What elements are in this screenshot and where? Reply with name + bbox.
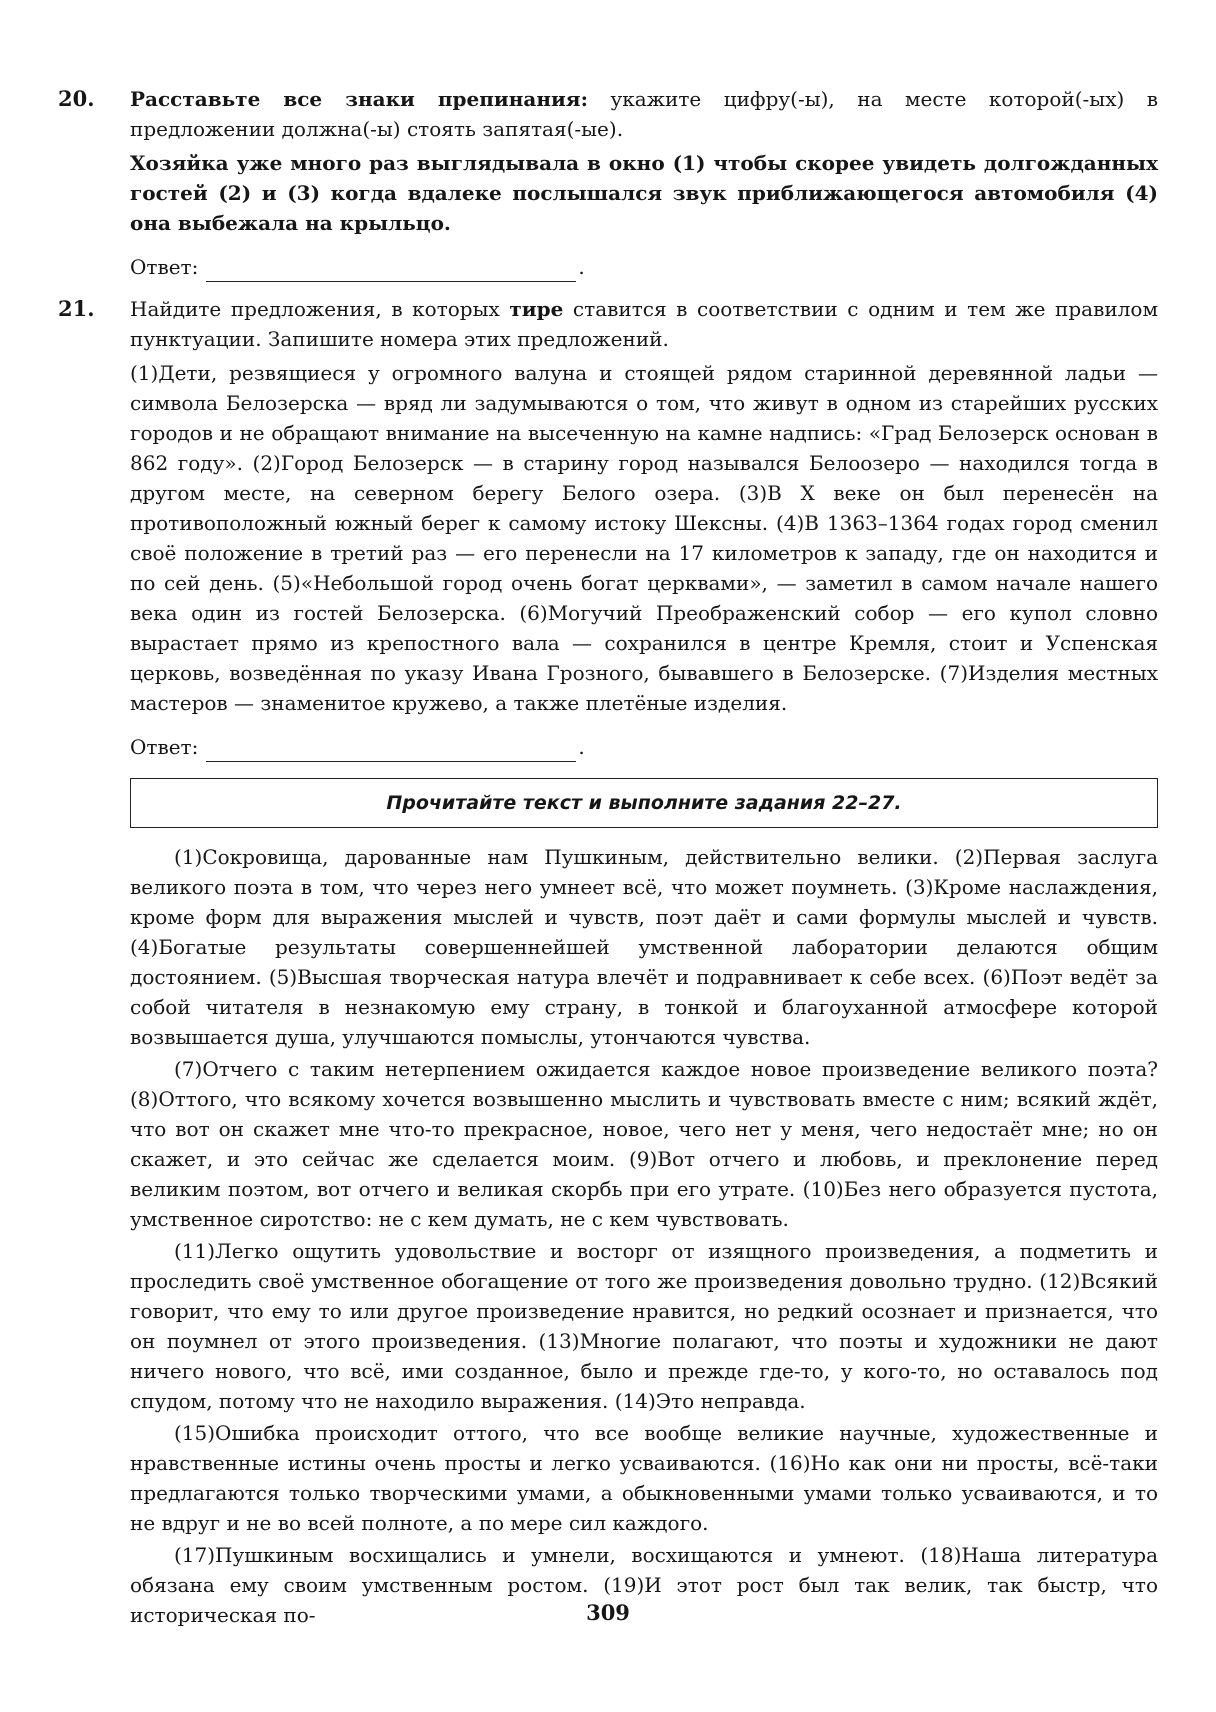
- reading-paragraph: (17)Пушкиным восхищались и умнели, восхищаются и умнеют. (18)Наша литература обязана ему своим умственным ростом. (19)И этот рост был так велик, так быстр, что историческая по-: [130, 1543, 1158, 1627]
- answer-field[interactable]: [206, 739, 576, 762]
- reading-paragraph: (7)Отчего с таким нетерпением ожидается каждое новое произведение великого поэта? (8)Оттого, что всякому хочется возвышенно мыслить и чувствовать вместе с ним; всякий ждёт, что вот он скажет мне что-то прекрасное, новое, чего нет у меня, чего недостаёт мне; но он скажет, и это сейчас же сделается моим. (9)Вот отчего и любовь, и преклонение перед великим поэтом, вот отчего и великая скорбь при его утрате. (10)Без него образуется пустота, умственное сиротство: не с кем думать, не с кем чувствовать.: [130, 1057, 1158, 1231]
- section-banner: [130, 778, 1158, 828]
- reading-paragraph: (1)Сокровища, дарованные нам Пушкиным, действительно велики. (2)Первая заслуга великого поэта в том, что через него умнеет всё, что может поумнеть. (3)Кроме наслаждения, кроме форм для выражения мыслей и чувств, поэт даёт и сами формулы мыслей и чувств. (4)Богатые результаты совершеннейшей умственной лаборатории делаются общим достоянием. (5)Высшая творческая натура влечёт и подравнивает к себе всех. (6)Поэт ведёт за собой читателя в незнакомую ему страну, в тонкой и благоуханной атмосфере которой возвышается душа, улучшаются помыслы, утончаются чувства.: [130, 845, 1158, 1049]
- answer-label: Ответ:: [130, 735, 199, 759]
- task-condition-bold: Расставьте все знаки препинания:: [130, 87, 588, 111]
- answer-row: [130, 252, 1158, 282]
- answer-field[interactable]: [206, 259, 576, 282]
- task-condition-text: Найдите предложения, в которых: [130, 297, 510, 321]
- page-content: [58, 84, 1158, 1632]
- task-condition: [130, 84, 1158, 144]
- task-21: [58, 294, 1158, 762]
- task-sentence: Хозяйка уже много раз выглядывала в окно (1) чтобы скорее увидеть долгожданных гостей (2) и (3) когда вдалеке послышался звук приближающегося автомобиля (4) она выбежала на крыльцо.: [130, 151, 1158, 235]
- task-condition-bold: тире: [509, 297, 564, 321]
- answer-label: Ответ:: [130, 255, 199, 279]
- task-number: 20.: [58, 86, 95, 111]
- task-condition: [130, 294, 1158, 354]
- answer-dot: .: [578, 255, 585, 279]
- page-number: 309: [586, 1600, 630, 1625]
- reading-text: [130, 842, 1158, 1630]
- section-banner-text: Прочитайте текст и выполните задания 22–27.: [386, 792, 902, 814]
- task-passage: (1)Дети, резвящиеся у огромного валуна и стоящей рядом старинной деревянной ладьи — символа Белозерска — вряд ли задумываются о том, что живут в одном из старейших русских городов и не обращают внимание на высеченную на камне надпись: «Град Белозерск основан в 862 году». (2)Город Белозерск — в старину город назывался Белоозеро — находился тогда в другом месте, на северном берегу Белого озера. (3)В X веке он был перенесён на противоположный южный берег к самому истоку Шексны. (4)В 1363–1364 годах город сменил своё положение в третий раз — его перенесли на 17 километров к западу, где он находится и по сей день. (5)«Небольшой город очень богат церквами», — заметил в самом начале нашего века один из гостей Белозерска. (6)Могучий Преображенский собор — его купол словно вырастает прямо из крепостного вала — сохранился в центре Кремля, стоит и Успенская церковь, возведённая по указу Ивана Грозного, бывавшего в Белозерске. (7)Изделия местных мастеров — знаменитое кружево, а также плетёные изделия.: [130, 361, 1158, 715]
- reading-paragraph: (15)Ошибка происходит оттого, что все вообще великие научные, художественные и нравственные истины очень просты и легко усваиваются. (16)Но как они ни просты, всё-таки предлагаются только творческими умами, а обыкновенными умами только усваиваются, и то не вдруг и не во всей полноте, а по мере сил каждого.: [130, 1421, 1158, 1535]
- task-condition-text-end: ставится в соответствии с одним и тем же правилом пунктуации. Запишите номера этих предложений.: [130, 297, 1158, 351]
- answer-row: [130, 732, 1158, 762]
- answer-dot: .: [578, 735, 585, 759]
- reading-paragraph: (11)Легко ощутить удовольствие и восторг от изящного произведения, а подметить и проследить своё умственное обогащение от того же произведения довольно трудно. (12)Всякий говорит, что ему то или другое произведение нравится, но редкий осознает и признается, что он поумнел от этого произведения. (13)Многие полагают, что поэты и художники не дают ничего нового, что всё, ими созданное, было и прежде где-то, у кого-то, но оставалось под спудом, потому что не находило выражения. (14)Это неправда.: [130, 1239, 1158, 1413]
- task-condition-text: укажите цифру(-ы), на месте которой(-ых) в предложении должна(-ы) стоять запятая(-ые).: [130, 87, 1158, 141]
- task-20: [58, 84, 1158, 282]
- task-number: 21.: [58, 296, 95, 321]
